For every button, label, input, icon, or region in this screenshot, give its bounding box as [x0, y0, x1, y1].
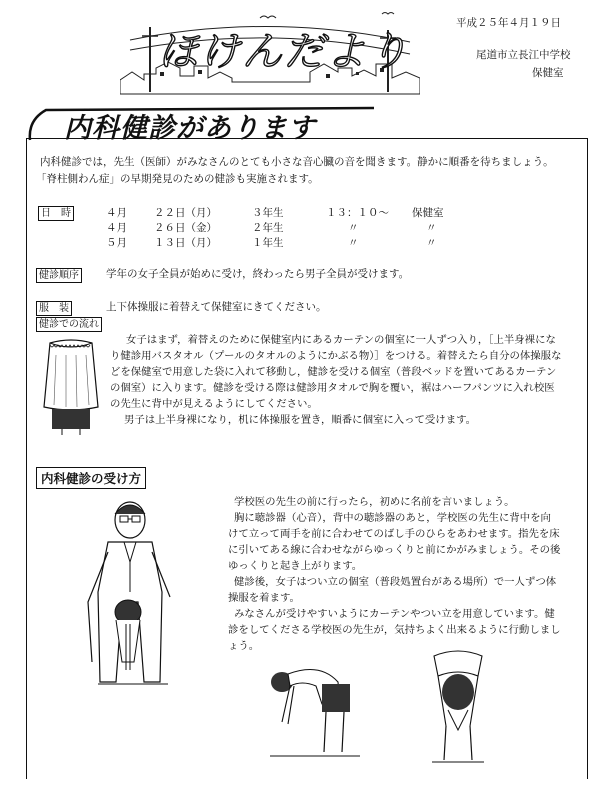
attire-label: 服 装	[36, 301, 72, 316]
flow-line-6: 男子は上半身裸になり，机に体操服を置き，順番に個室に入って受けます。	[124, 414, 477, 426]
intro-line-1: 内科健診では，先生（医師）がみなさんのとても小さな音心臓の音を聞きます。静かに順番を待ちましょう。	[40, 156, 554, 168]
masthead-title: ほけんだより	[158, 29, 410, 75]
doctor-exam-image	[78, 492, 208, 692]
how-line-6: 健診後，女子はつい立の個室（普段処置台がある場所）で一人ずつ体	[234, 576, 557, 588]
schedule-place: 〃	[426, 222, 437, 234]
how-label: 内科健診の受け方	[36, 467, 146, 489]
flow-line-2: り健診用バスタオル（プールのタオルのようにかぶる物）］をつける。着替えたら自分の体操服な	[110, 350, 562, 362]
schedule-day: １３日（月）	[154, 237, 217, 249]
flow-line-1: 女子はまず，着替えのために保健室内にあるカーテンの個室に一人ずつ入り，［上半身裸にな	[126, 334, 556, 346]
schedule-time: １３：１０～	[326, 207, 389, 219]
girl-towel-image	[36, 335, 106, 435]
flow-line-5: の先生に背中が見えるようにしてください。	[110, 398, 318, 410]
schedule-row	[106, 235, 444, 250]
student-bend-side-image	[260, 652, 370, 762]
schedule-place: 〃	[426, 237, 437, 249]
office-name: 保健室	[532, 67, 564, 79]
schedule-month: ４月	[106, 207, 127, 219]
how-line-9: 診をしてくださる学校医の先生が，気持ちよく出来るように行動しまし	[228, 624, 561, 636]
schedule-row	[106, 220, 444, 235]
order-label: 健診順序	[36, 268, 82, 283]
headline-title: 内科健診があります	[64, 113, 316, 144]
issue-date: 平成２５年４月１９日	[456, 17, 561, 29]
flow-label: 健診での流れ	[36, 317, 102, 332]
attire-text: 上下体操服に着替えて保健室にきてください。	[106, 301, 327, 313]
how-line-1: 学校医の先生の前に行ったら，初めに名前を言いましょう。	[234, 496, 515, 508]
how-line-4: に引いてある線に合わせながらゆっくりと前にかがみましょう。その後	[228, 544, 561, 556]
schedule-day: ２２日（月）	[154, 207, 217, 219]
intro-line-2: 「脊柱側わん症」の早期発見のための健診も実施されます。	[36, 173, 319, 185]
masthead	[120, 2, 420, 98]
how-line-5: ゆっくりと起き上がります。	[228, 560, 363, 572]
flow-line-4: の個室）に入ります。健診を受ける際は健診用タオルで胸を覆い，裾はハーフパンツに入れ校医	[110, 382, 555, 394]
schedule-place: 保健室	[412, 207, 444, 219]
schedule-table	[106, 205, 444, 250]
towel-illustration	[36, 335, 106, 435]
student-bend-front-image	[418, 646, 498, 766]
bending-front-illustration	[418, 646, 498, 766]
schedule-grade: １年生	[252, 237, 284, 249]
schedule-month: ４月	[106, 222, 127, 234]
how-line-3: けて立って両手を前に合わせてのばし手のひらをあわせます。指先を床	[228, 528, 560, 540]
schedule-row	[106, 205, 444, 220]
bending-side-illustration	[260, 652, 370, 762]
doctor-illustration	[78, 492, 208, 692]
how-line-10: ょう。	[228, 640, 260, 652]
schedule-day: ２６日（金）	[154, 222, 217, 234]
schedule-grade: ３年生	[252, 207, 284, 219]
how-line-2: 胸に聴診器（心音），背中の聴診器のあと，学校医の先生に背中を向	[234, 512, 551, 524]
how-line-7: 操服を着ます。	[228, 592, 300, 604]
order-text: 学年の女子全員が始めに受け，終わったら男子全員が受けます。	[106, 268, 410, 280]
schedule-grade: ２年生	[252, 222, 284, 234]
school-name: 尾道市立長江中学校	[476, 49, 571, 61]
schedule-time: 〃	[348, 222, 359, 234]
flow-line-3: どを保健室で用意した袋に入れて移動し，健診を受ける個室（普段ベッドを置いてあるカーテン	[110, 366, 557, 378]
schedule-label: 日 時	[38, 206, 74, 221]
how-line-8: みなさんが受けやすいようにカーテンやつい立を用意しています。健	[234, 608, 555, 620]
schedule-time: 〃	[348, 237, 359, 249]
schedule-month: ５月	[106, 237, 127, 249]
